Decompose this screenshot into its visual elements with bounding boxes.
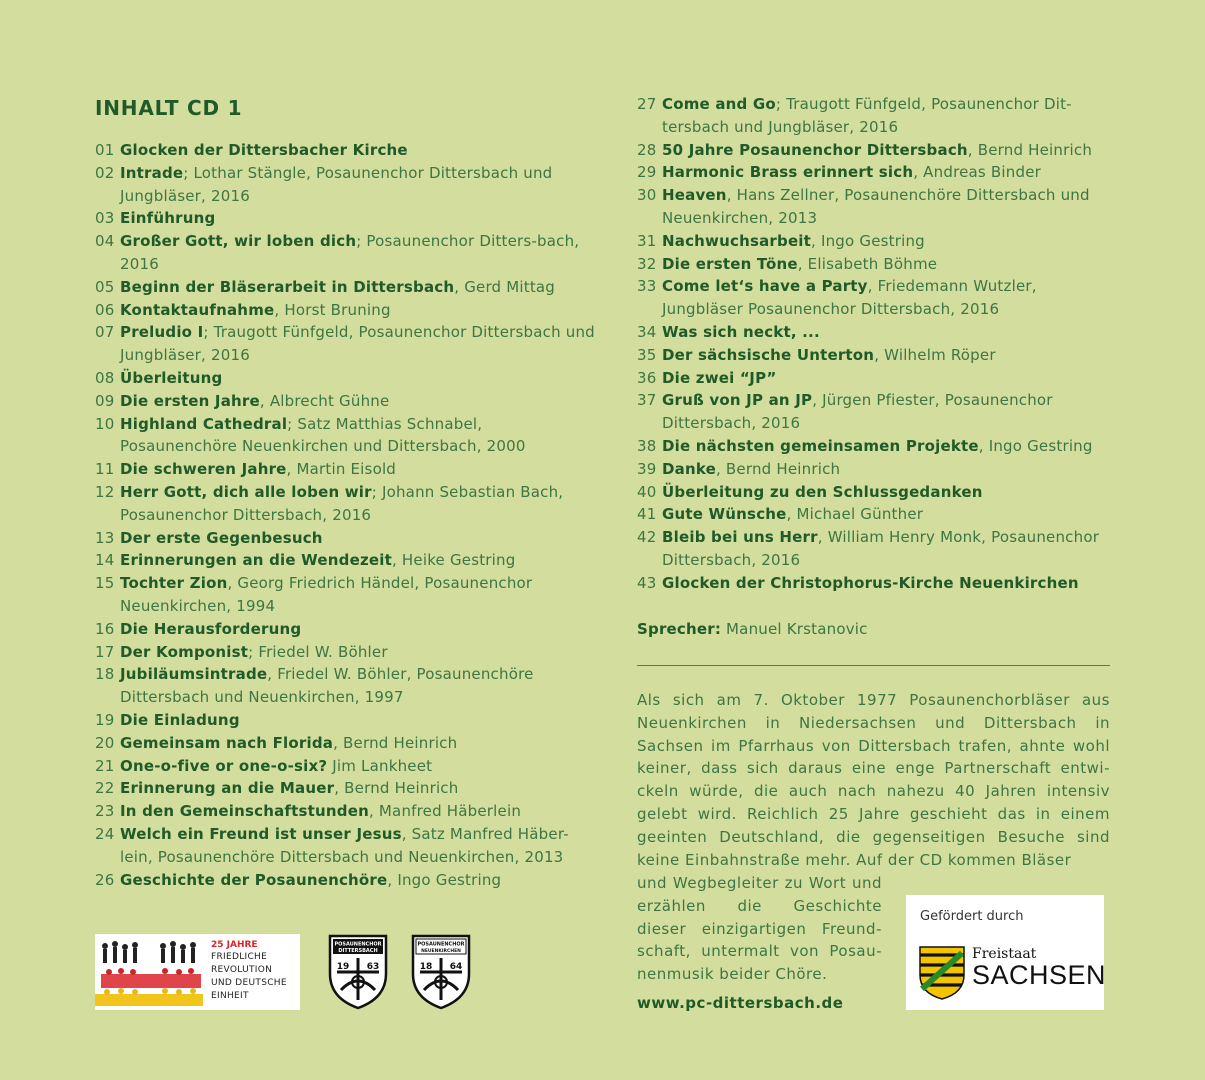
crowd-figures-icon xyxy=(95,934,207,1010)
track-number: 08 xyxy=(95,368,115,387)
track-title: Überleitung zu den Schlussgedanken xyxy=(662,482,983,501)
track-list-left xyxy=(95,139,595,891)
track-number: 26 xyxy=(95,870,115,889)
track-item xyxy=(637,275,1112,321)
track-item xyxy=(95,299,595,322)
track-title: Großer Gott, wir loben dich xyxy=(120,232,357,251)
track-credits: , Horst Bruning xyxy=(274,300,391,319)
track-title: Welch ein Freund ist unser Jesus xyxy=(120,824,402,843)
track-list-right xyxy=(637,93,1112,595)
track-title: Bleib bei uns Herr xyxy=(662,528,818,547)
svg-text:19: 19 xyxy=(336,962,350,972)
track-credits: , Ingo Gestring xyxy=(387,870,502,889)
track-title: Beginn der Bläserarbeit in Dittersbach xyxy=(120,277,455,296)
track-title: Die ersten Töne xyxy=(662,254,798,273)
track-title: Come let‘s have a Party xyxy=(662,277,868,296)
track-number: 05 xyxy=(95,277,115,296)
track-title: Glocken der Christophorus-Kirche Neuenkirchen xyxy=(662,573,1079,592)
track-item xyxy=(637,161,1112,184)
track-number: 24 xyxy=(95,824,115,843)
track-number: 18 xyxy=(95,665,115,684)
track-number: 15 xyxy=(95,574,115,593)
track-title: Die Einladung xyxy=(120,710,240,729)
track-item xyxy=(637,389,1112,435)
track-number: 39 xyxy=(637,459,657,478)
track-credits: , Friedel W. Böhler, Posaunenchöre Dittersbach und Neuenkirchen, 1997 xyxy=(120,665,534,707)
track-title: Was sich neckt, ... xyxy=(662,322,820,341)
track-item xyxy=(95,481,595,527)
track-item xyxy=(637,344,1112,367)
track-title: Der Komponist xyxy=(120,642,249,661)
track-credits: , Martin Eisold xyxy=(286,460,397,479)
track-number: 38 xyxy=(637,436,657,455)
speaker-label: Sprecher: xyxy=(637,620,722,638)
track-number: 10 xyxy=(95,414,115,433)
track-item xyxy=(95,572,595,618)
track-title: Gemeinsam nach Florida xyxy=(120,733,334,752)
posaunenchor-dittersbach-emblem xyxy=(327,932,389,1010)
track-item xyxy=(95,527,595,550)
posaunenchor-neuenkirchen-emblem xyxy=(410,932,472,1010)
saxony-crest-icon xyxy=(918,945,966,1000)
track-number: 31 xyxy=(637,231,657,250)
track-number: 22 xyxy=(95,779,115,798)
svg-text:NEUENKIRCHEN: NEUENKIRCHEN xyxy=(421,949,461,954)
track-number: 03 xyxy=(95,209,115,228)
track-title: One-o-five or one-o-six? xyxy=(120,756,328,775)
anniversary-logo xyxy=(95,934,300,1010)
track-credits: , Wilhelm Röper xyxy=(874,345,996,364)
svg-text:18: 18 xyxy=(419,962,433,972)
track-number: 36 xyxy=(637,368,657,387)
svg-text:POSAUNENCHOR: POSAUNENCHOR xyxy=(417,941,465,948)
track-title: Jubiläumsintrade xyxy=(120,665,268,684)
track-item xyxy=(95,755,595,778)
track-title: Glocken der Dittersbacher Kirche xyxy=(120,141,408,159)
track-credits: , Jürgen Pfiester, Posaunenchor Dittersbach, 2016 xyxy=(662,391,1053,433)
sponsor-label: Gefördert durch xyxy=(920,909,1024,924)
intro-paragraph: Als sich am 7. Oktober 1977 Posaunenchorbläser aus Neuenkirchen in Niedersachsen und Dittersbach in Sachsen im Pfarrhaus von Dittersbach trafen, ahnte wohl keiner, dass sich daraus eine enge Partnerschaft entwi-ckeln würde, die auch nach nahezu 40 Jahren intensiv gelebt wird. Reichlich 25 Jahre geschieht das in einem geeinten Deutschland, die gegenseitigen Besuche sind keine Einbahnstraße mehr. Auf der CD kommen Bläser xyxy=(637,691,1110,869)
track-title: Highland Cathedral xyxy=(120,414,288,433)
track-item xyxy=(95,321,595,367)
track-number: 12 xyxy=(95,482,115,501)
track-item xyxy=(637,458,1112,481)
track-item xyxy=(637,435,1112,458)
track-credits: , Ingo Gestring xyxy=(811,231,925,250)
track-item xyxy=(95,390,595,413)
track-item xyxy=(637,481,1112,504)
track-number: 13 xyxy=(95,528,115,547)
track-title: Gute Wünsche xyxy=(662,505,787,524)
track-credits: ; Traugott Fünfgeld, Posaunenchor Dit-tersbach und Jungbläser, 2016 xyxy=(662,95,1072,136)
track-item xyxy=(95,869,595,892)
track-credits: ; Johann Sebastian Bach, Posaunenchor Dittersbach, 2016 xyxy=(120,482,564,524)
sponsor-line-1: Freistaat xyxy=(972,946,1037,962)
track-title: Gruß von JP an JP xyxy=(662,391,813,410)
track-number: 01 xyxy=(95,141,115,159)
track-number: 30 xyxy=(637,186,657,205)
anniversary-text: FRIEDLICHE REVOLUTION UND DEUTSCHE EINHEIT xyxy=(211,952,287,1001)
track-credits: , Satz Manfred Häber-lein, Posaunenchöre Dittersbach und Neuenkirchen, 2013 xyxy=(120,824,569,866)
track-item xyxy=(95,800,595,823)
track-item xyxy=(95,549,595,572)
track-title: Preludio I xyxy=(120,323,204,342)
track-item xyxy=(637,503,1112,526)
track-item xyxy=(95,139,595,162)
track-title: Intrade xyxy=(120,163,184,182)
track-number: 21 xyxy=(95,756,115,775)
track-number: 32 xyxy=(637,254,657,273)
track-credits: , Gerd Mittag xyxy=(454,277,556,296)
track-number: 35 xyxy=(637,345,657,364)
svg-text:POSAUNENCHOR: POSAUNENCHOR xyxy=(334,941,382,948)
track-item xyxy=(95,663,595,709)
track-credits: , Bernd Heinrich xyxy=(333,733,458,752)
track-credits: ; Satz Matthias Schnabel, Posaunenchöre Neuenkirchen und Dittersbach, 2000 xyxy=(120,414,526,456)
track-number: 40 xyxy=(637,482,657,501)
track-credits: , Georg Friedrich Händel, Posaunenchor Neuenkirchen, 1994 xyxy=(120,574,533,615)
track-title: Herr Gott, dich alle loben wir xyxy=(120,482,372,501)
track-number: 06 xyxy=(95,300,115,319)
track-number: 07 xyxy=(95,323,115,342)
track-number: 37 xyxy=(637,391,657,410)
track-credits: Jim Lankheet xyxy=(327,756,433,775)
track-number: 19 xyxy=(95,710,115,729)
track-item xyxy=(637,526,1112,572)
track-credits: , Ingo Gestring xyxy=(978,436,1093,455)
track-number: 43 xyxy=(637,573,657,592)
track-credits: , Hans Zellner, Posaunenchöre Dittersbach und Neuenkirchen, 2013 xyxy=(662,186,1090,227)
track-number: 16 xyxy=(95,619,115,638)
track-credits: ; Friedel W. Böhler xyxy=(248,642,388,661)
divider xyxy=(637,665,1110,666)
sponsor-logo xyxy=(906,895,1107,1010)
track-title: Come and Go xyxy=(662,95,776,113)
track-item xyxy=(637,230,1112,253)
track-item xyxy=(95,823,595,869)
track-title: Erinnerungen an die Wendezeit xyxy=(120,551,392,570)
track-title: 50 Jahre Posaunenchor Dittersbach xyxy=(662,140,968,159)
track-title: Tochter Zion xyxy=(120,574,228,593)
anniversary-years: 25 JAHRE xyxy=(211,940,258,950)
intro-paragraph-continued: und Wegbegleiter zu Wort und erzählen die Geschichte dieser einzigartigen Freund-schaft, untermalt von Posau-nenmusik beider Chöre. xyxy=(637,874,882,984)
track-number: 11 xyxy=(95,460,115,479)
track-item xyxy=(637,184,1112,230)
track-item xyxy=(637,321,1112,344)
svg-text:DITTERSBACH: DITTERSBACH xyxy=(338,948,378,954)
track-title: Erinnerung an die Mauer xyxy=(120,779,335,798)
track-title: Harmonic Brass erinnert sich xyxy=(662,163,914,182)
track-number: 29 xyxy=(637,163,657,182)
sponsor-line-2: SACHSEN xyxy=(972,960,1107,990)
track-number: 23 xyxy=(95,802,115,821)
track-number: 20 xyxy=(95,733,115,752)
track-title: Die schweren Jahre xyxy=(120,460,287,479)
track-title: Danke xyxy=(662,459,716,478)
track-number: 27 xyxy=(637,95,657,113)
track-number: 17 xyxy=(95,642,115,661)
track-credits: , Bernd Heinrich xyxy=(334,779,459,798)
track-credits: , Elisabeth Böhme xyxy=(797,254,938,273)
track-item xyxy=(637,93,1112,139)
track-credits: , Manfred Häberlein xyxy=(368,802,522,821)
track-title: Heaven xyxy=(662,186,727,205)
track-title: In den Gemeinschaftstunden xyxy=(120,802,369,821)
track-item xyxy=(95,458,595,481)
website-link[interactable]: www.pc-dittersbach.de xyxy=(637,994,844,1012)
track-number: 28 xyxy=(637,140,657,159)
track-title: Die ersten Jahre xyxy=(120,391,260,410)
track-item xyxy=(95,732,595,755)
svg-text:64: 64 xyxy=(449,962,463,972)
track-title: Die nächsten gemeinsamen Projekte xyxy=(662,436,979,455)
track-number: 33 xyxy=(637,277,657,296)
track-item xyxy=(95,230,595,276)
track-item xyxy=(637,367,1112,390)
track-title: Nachwuchsarbeit xyxy=(662,231,812,250)
speaker-name: Manuel Krstanovic xyxy=(721,620,868,638)
track-credits: , Andreas Binder xyxy=(913,163,1041,182)
track-item xyxy=(637,572,1112,595)
track-title: Der sächsische Unterton xyxy=(662,345,875,364)
track-title: Kontaktaufnahme xyxy=(120,300,275,319)
track-item xyxy=(95,367,595,390)
track-credits: , Friedemann Wutzler, Jungbläser Posaunenchor Dittersbach, 2016 xyxy=(662,277,1037,319)
track-item xyxy=(95,276,595,299)
track-credits: , Heike Gestring xyxy=(391,551,516,570)
track-number: 42 xyxy=(637,528,657,547)
track-number: 34 xyxy=(637,322,657,341)
track-credits: ; Traugott Fünfgeld, Posaunenchor Dittersbach und Jungbläser, 2016 xyxy=(120,323,595,365)
track-credits: , Bernd Heinrich xyxy=(716,459,841,478)
speaker-credit xyxy=(637,620,868,638)
track-item xyxy=(637,139,1112,162)
svg-text:63: 63 xyxy=(366,962,380,972)
track-title: Geschichte der Posaunenchöre xyxy=(120,870,388,889)
track-title: Überleitung xyxy=(120,368,223,387)
track-item xyxy=(95,777,595,800)
track-title: Die zwei “JP” xyxy=(662,368,777,387)
track-number: 04 xyxy=(95,232,115,251)
track-item xyxy=(95,618,595,641)
track-number: 14 xyxy=(95,551,115,570)
track-credits: , Michael Günther xyxy=(786,505,924,524)
track-number: 09 xyxy=(95,391,115,410)
track-credits: , Albrecht Gühne xyxy=(259,391,390,410)
track-title: Die Herausforderung xyxy=(120,619,302,638)
track-credits: , William Henry Monk, Posaunenchor Dittersbach, 2016 xyxy=(662,528,1100,569)
track-credits: ; Lothar Stängle, Posaunenchor Dittersbach und Jungbläser, 2016 xyxy=(120,163,553,205)
track-item xyxy=(95,162,595,208)
track-title: Der erste Gegenbesuch xyxy=(120,528,323,547)
track-item xyxy=(95,207,595,230)
track-item xyxy=(95,413,595,459)
track-item xyxy=(637,253,1112,276)
track-title: Einführung xyxy=(120,209,216,228)
page-title: INHALT CD 1 xyxy=(95,96,243,120)
track-item xyxy=(95,641,595,664)
track-credits: ; Posaunenchor Ditters-bach, 2016 xyxy=(120,232,580,273)
track-number: 02 xyxy=(95,163,115,182)
track-credits: , Bernd Heinrich xyxy=(967,140,1093,159)
track-number: 41 xyxy=(637,505,657,524)
track-item xyxy=(95,709,595,732)
